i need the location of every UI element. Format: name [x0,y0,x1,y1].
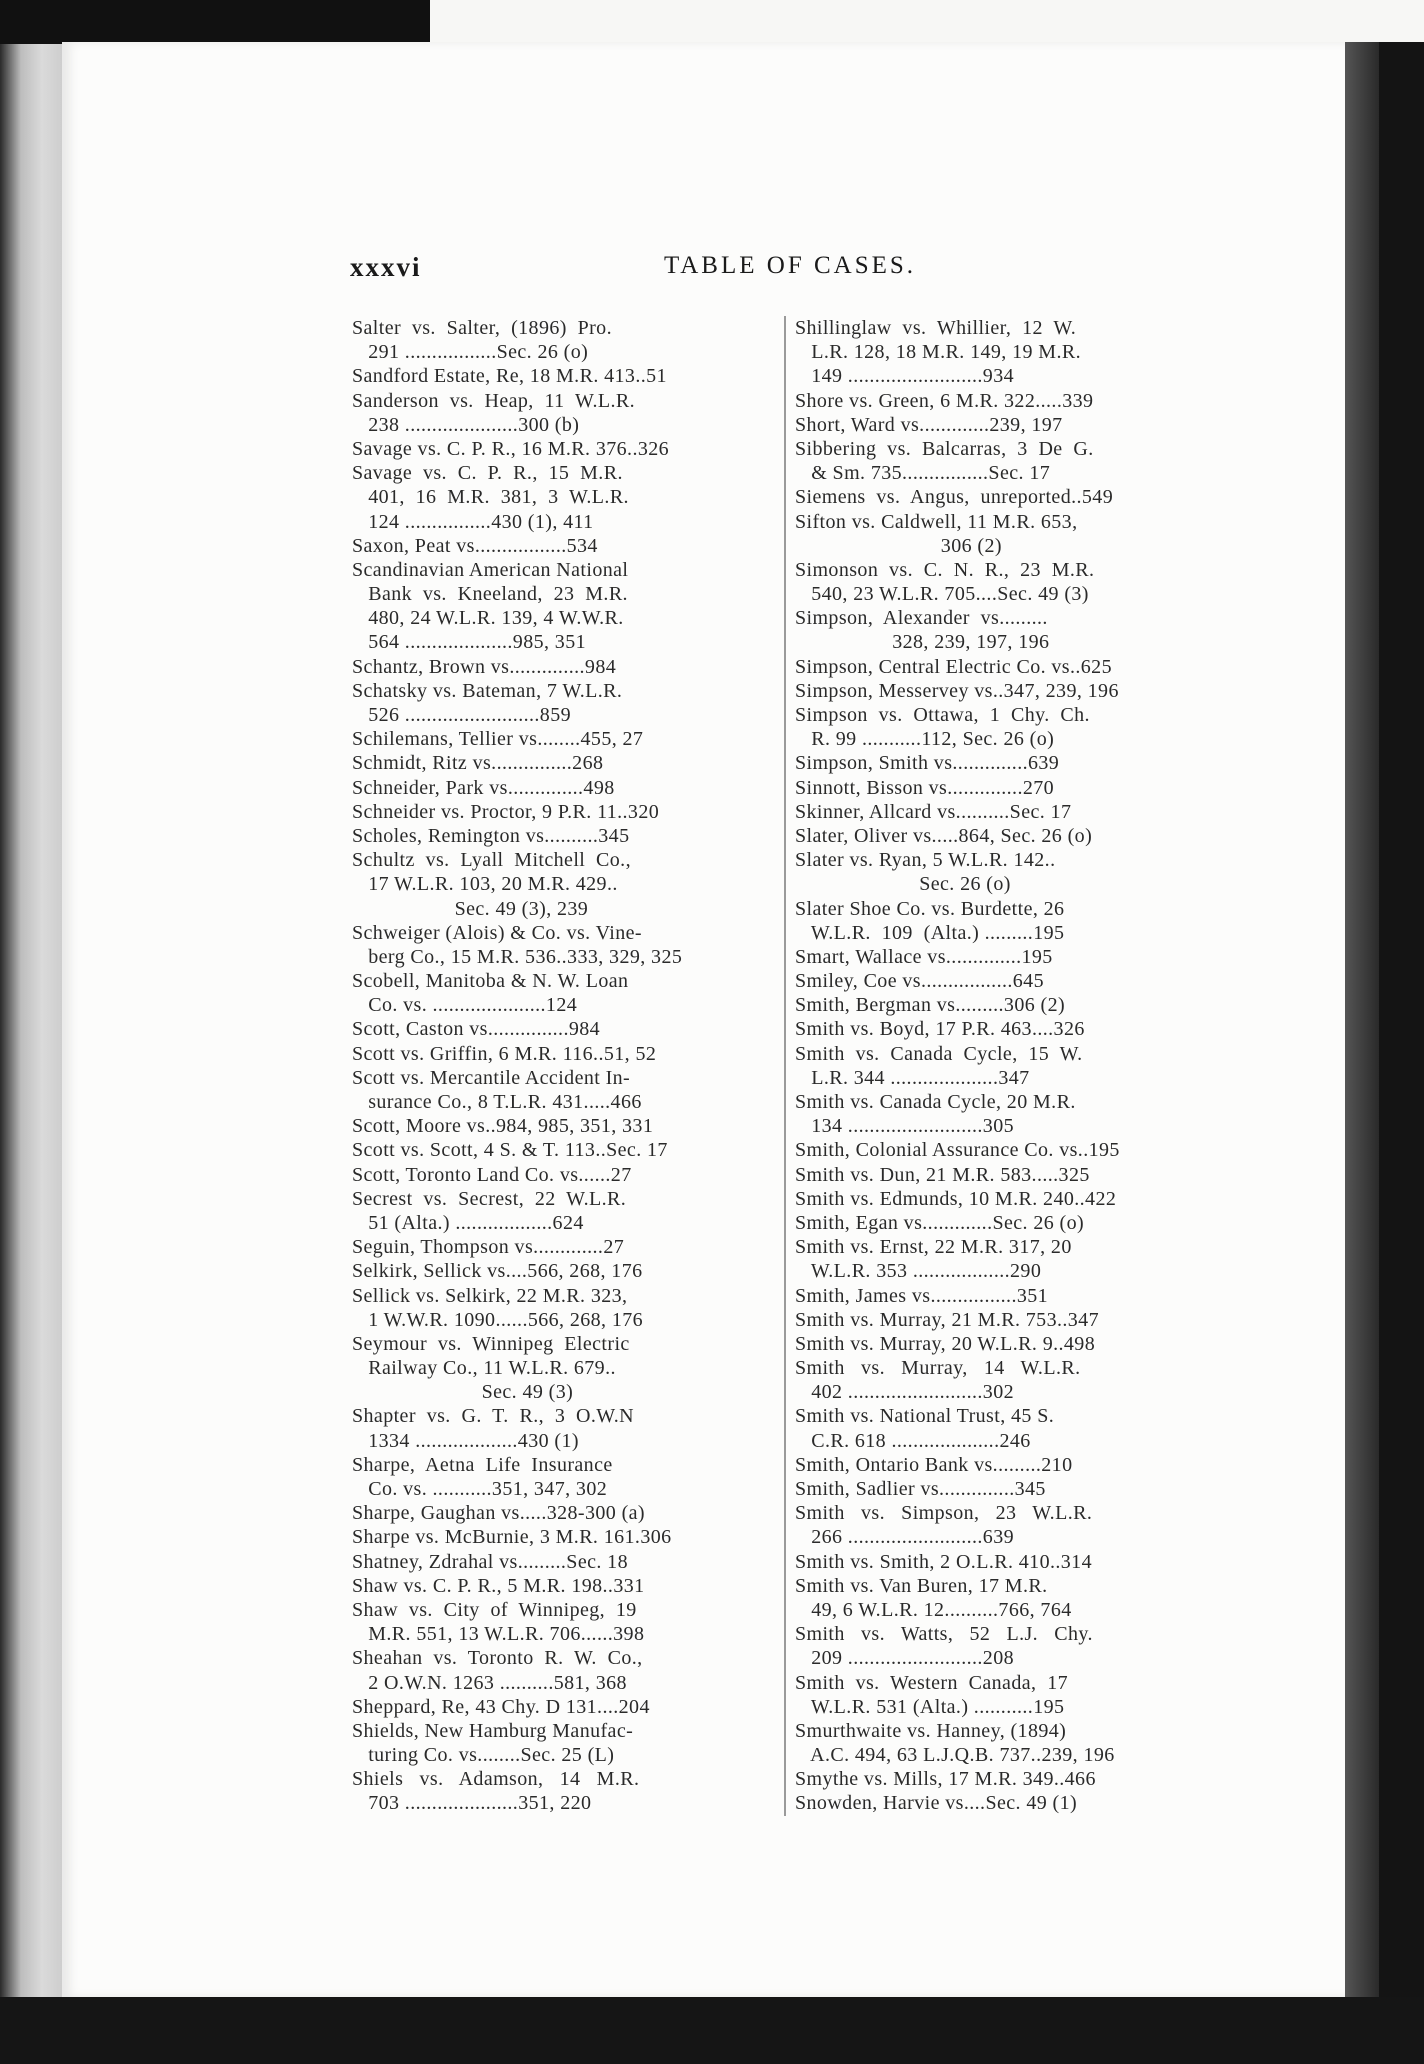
case-entry-line: Smith, Egan vs.............Sec. 26 (o) [795,1211,1085,1234]
case-entry-line: Scott vs. Mercantile Accident In- [352,1066,631,1089]
case-entry-line: Seymour vs. Winnipeg Electric [352,1332,630,1355]
case-entry-line: Scandinavian American National [352,558,629,581]
case-entry-line: R. 99 ...........112, Sec. 26 (o) [795,728,1055,751]
case-entry-line: Shaw vs. C. P. R., 5 M.R. 198..331 [352,1574,645,1597]
case-entry-line: 291 .................Sec. 26 (o) [352,341,589,364]
case-entry-line: 328, 239, 197, 196 [795,631,1050,654]
case-entry-line: Sharpe, Aetna Life Insurance [352,1453,613,1476]
case-entry-line: 1 W.W.R. 1090......566, 268, 176 [352,1308,644,1331]
case-entry-line: Smythe vs. Mills, 17 M.R. 349..466 [795,1768,1096,1791]
running-title: TABLE OF CASES. [663,252,917,279]
page-header [350,252,1230,288]
case-entry-line: Sec. 26 (o) [795,873,1011,896]
case-entry-line: Smith vs. Ernst, 22 M.R. 317, 20 [795,1236,1072,1259]
case-entry-line: 1334 ...................430 (1) [352,1429,579,1452]
case-entry-line: 49, 6 W.L.R. 12..........766, 764 [795,1598,1072,1621]
case-entry-line: 306 (2) [795,534,1002,557]
case-entry-line: Smith vs. Murray, 21 M.R. 753..347 [795,1308,1099,1331]
case-entry-line: Smith vs. Van Buren, 17 M.R. [795,1574,1048,1597]
column-divider [784,316,786,1816]
case-entry-line: Scobell, Manitoba & N. W. Loan [352,970,629,993]
case-entry-line: Smith vs. Murray, 14 W.L.R. [795,1357,1081,1380]
case-entry-line: Shatney, Zdrahal vs.........Sec. 18 [352,1550,628,1573]
case-entry-line: Smith vs. Smith, 2 O.L.R. 410..314 [795,1550,1092,1573]
case-entry-line: Shapter vs. G. T. R., 3 O.W.N [352,1405,634,1428]
case-entry-line: Smith, James vs................351 [795,1284,1049,1307]
case-entry-line: M.R. 551, 13 W.L.R. 706......398 [352,1623,645,1646]
case-entry-line: Sifton vs. Caldwell, 11 M.R. 653, [795,510,1078,533]
case-entry-line: surance Co., 8 T.L.R. 431.....466 [352,1091,642,1113]
case-entry-line: Slater Shoe Co. vs. Burdette, 26 [795,897,1065,920]
case-entry-line: Shillinglaw vs. Whillier, 12 W. [795,317,1077,339]
case-entry-line: 703 .....................351, 220 [352,1792,592,1815]
case-entry-line: Simonson vs. C. N. R., 23 M.R. [795,558,1095,581]
case-entry-line: Sibbering vs. Balcarras, 3 De G. [795,437,1094,460]
case-entry-line: Smith vs. National Trust, 45 S. [795,1405,1055,1428]
case-entry-line: Smith, Sadlier vs..............345 [795,1478,1046,1500]
case-entry-line: Secrest vs. Secrest, 22 W.L.R. [352,1187,627,1210]
case-entry-line: Scott vs. Scott, 4 S. & T. 113..Sec. 17 [352,1139,668,1162]
case-entry-line: Sanderson vs. Heap, 11 W.L.R. [352,389,635,412]
case-entry-line: Smith vs. Simpson, 23 W.L.R. [795,1502,1093,1525]
case-entry-line: Co. vs. .....................124 [352,994,578,1017]
case-entry-line: Selkirk, Sellick vs....566, 268, 176 [352,1260,643,1283]
case-entry-line: Smurthwaite vs. Hanney, (1894) [795,1719,1067,1742]
case-entry-line: Smiley, Coe vs.................645 [795,970,1044,993]
case-entry-line: Slater, Oliver vs.....864, Sec. 26 (o) [795,824,1093,847]
case-entry-line: Scott, Toronto Land Co. vs......27 [352,1163,632,1186]
case-entry-line: Savage vs. C. P. R., 15 M.R. [352,462,623,485]
case-entry-line: Bank vs. Kneeland, 23 M.R. [352,583,628,606]
case-entry-line: 134 .........................305 [795,1115,1014,1138]
case-entry-line: Schatsky vs. Bateman, 7 W.L.R. [352,679,623,702]
case-entry-line: Sandford Estate, Re, 18 M.R. 413..51 [352,365,667,388]
case-entry-line: Skinner, Allcard vs..........Sec. 17 [795,800,1072,823]
case-entry-line: W.L.R. 531 (Alta.) ...........195 [795,1695,1065,1718]
case-entry-line: Simpson vs. Ottawa, 1 Chy. Ch. [795,704,1090,726]
case-entry-line: 480, 24 W.L.R. 139, 4 W.W.R. [352,607,624,630]
case-entry-line: W.L.R. 353 ..................290 [795,1260,1042,1283]
case-entry-line: 540, 23 W.L.R. 705....Sec. 49 (3) [795,583,1089,606]
case-entry-line: Smith vs. Western Canada, 17 [795,1671,1069,1694]
case-entry-line: Scott vs. Griffin, 6 M.R. 116..51, 52 [352,1042,657,1065]
case-entry-line: Scholes, Remington vs..........345 [352,824,630,847]
case-entry-line: turing Co. vs........Sec. 25 (L) [352,1744,615,1767]
scan-left-book-edge [0,44,70,2064]
case-entry-line: Sellick vs. Selkirk, 22 M.R. 323, [352,1284,628,1307]
case-entry-line: 564 ....................985, 351 [352,631,586,654]
case-entry-line: Schultz vs. Lyall Mitchell Co., [352,849,631,872]
case-entry-line: 266 .........................639 [795,1526,1014,1549]
case-entry-line: Sinnott, Bisson vs..............270 [795,776,1055,799]
case-entry-line: Smith vs. Watts, 52 L.J. Chy. [795,1623,1093,1646]
case-entry-line: W.L.R. 109 (Alta.) .........195 [795,921,1065,944]
case-entry-line: Shore vs. Green, 6 M.R. 322.....339 [795,389,1094,412]
case-entry-line: Schmidt, Ritz vs...............268 [352,752,604,775]
case-entry-line: Simpson, Messervey vs..347, 239, 196 [795,679,1119,702]
case-entry-line: Siemens vs. Angus, unreported..549 [795,486,1114,509]
right-column [795,316,1190,1816]
case-entry-line: Co. vs. ...........351, 347, 302 [352,1478,608,1500]
case-entry-line: Smart, Wallace vs..............195 [795,945,1053,968]
case-entry-line: Sheppard, Re, 43 Chy. D 131....204 [352,1695,650,1718]
case-entry-line: 526 .........................859 [352,704,571,726]
case-entry-line: 401, 16 M.R. 381, 3 W.L.R. [352,486,629,509]
case-entry-line: Sheahan vs. Toronto R. W. Co., [352,1647,643,1670]
case-entry-line: Smith vs. Canada Cycle, 20 M.R. [795,1091,1076,1113]
case-entry-line: Sharpe, Gaughan vs.....328-300 (a) [352,1502,645,1525]
case-entry-line: Shiels vs. Adamson, 14 M.R. [352,1768,640,1791]
case-entry-line: Shaw vs. City of Winnipeg, 19 [352,1598,637,1621]
case-entry-line: Simpson, Alexander vs......... [795,607,1048,630]
case-entry-line: A.C. 494, 63 L.J.Q.B. 737..239, 196 [795,1744,1115,1767]
case-entry-line: Smith vs. Canada Cycle, 15 W. [795,1042,1083,1065]
case-entry-line: C.R. 618 ....................246 [795,1429,1031,1452]
case-entry-line: 124 ................430 (1), 411 [352,510,594,533]
case-entry-line: berg Co., 15 M.R. 536..333, 329, 325 [352,945,683,968]
case-entry-line: 238 .....................300 (b) [352,413,580,436]
case-entry-line: Slater vs. Ryan, 5 W.L.R. 142.. [795,849,1056,872]
case-entry-line: Railway Co., 11 W.L.R. 679.. [352,1357,616,1380]
scan-top-paper-edge [430,0,1424,42]
case-entry-line: Sec. 49 (3) [352,1381,574,1404]
case-entry-line: Smith vs. Dun, 21 M.R. 583.....325 [795,1163,1090,1186]
case-entry-line: 2 O.W.N. 1263 ..........581, 368 [352,1671,627,1694]
case-entry-line: L.R. 344 ....................347 [795,1066,1030,1089]
case-entry-line: Schantz, Brown vs..............984 [352,655,617,678]
case-entry-line: Salter vs. Salter, (1896) Pro. [352,317,612,339]
case-entry-line: & Sm. 735................Sec. 17 [795,462,1051,485]
case-entry-line: Schilemans, Tellier vs........455, 27 [352,728,644,751]
case-entry-line: 149 .........................934 [795,365,1014,388]
case-entry-line: 209 .........................208 [795,1647,1014,1670]
case-entry-line: Savage vs. C. P. R., 16 M.R. 376..326 [352,437,670,460]
case-entry-line: Scott, Caston vs...............984 [352,1018,601,1041]
case-entry-line: Smith, Bergman vs.........306 (2) [795,994,1066,1017]
case-entry-line: Schweiger (Alois) & Co. vs. Vine- [352,921,642,944]
case-entry-line: Schneider vs. Proctor, 9 P.R. 11..320 [352,800,660,823]
case-entry-line: Scott, Moore vs..984, 985, 351, 331 [352,1115,654,1138]
scan-book-spine [1345,42,1379,1997]
case-entry-line: 402 .........................302 [795,1381,1014,1404]
scan-right-border [1379,42,1424,2064]
case-entry-line: Simpson, Smith vs..............639 [795,752,1060,775]
scan-bottom-border [0,1997,1424,2064]
left-column [352,316,747,1816]
case-entry-line: Simpson, Central Electric Co. vs..625 [795,655,1112,678]
case-entry-line: 17 W.L.R. 103, 20 M.R. 429.. [352,873,618,896]
case-entry-line: Snowden, Harvie vs....Sec. 49 (1) [795,1792,1078,1815]
case-entry-line: Sharpe vs. McBurnie, 3 M.R. 161.306 [352,1526,672,1549]
case-entry-line: Saxon, Peat vs.................534 [352,534,598,557]
case-entry-line: Smith, Ontario Bank vs.........210 [795,1453,1073,1476]
case-entry-line: Smith vs. Murray, 20 W.L.R. 9..498 [795,1332,1096,1355]
case-entry-line: Short, Ward vs.............239, 197 [795,413,1063,436]
case-entry-line: 51 (Alta.) ..................624 [352,1211,584,1234]
case-entry-line: Smith vs. Edmunds, 10 M.R. 240..422 [795,1187,1117,1210]
case-entry-line: Schneider, Park vs..............498 [352,776,615,799]
case-entry-line: L.R. 128, 18 M.R. 149, 19 M.R. [795,341,1082,364]
case-entry-line: Smith, Colonial Assurance Co. vs..195 [795,1139,1120,1162]
case-entry-line: Smith vs. Boyd, 17 P.R. 463....326 [795,1018,1085,1041]
page-number: xxxvi [350,252,422,282]
case-entry-line: Sec. 49 (3), 239 [352,897,589,920]
case-entry-line: Shields, New Hamburg Manufac- [352,1719,634,1742]
case-entry-line: Seguin, Thompson vs.............27 [352,1236,625,1259]
